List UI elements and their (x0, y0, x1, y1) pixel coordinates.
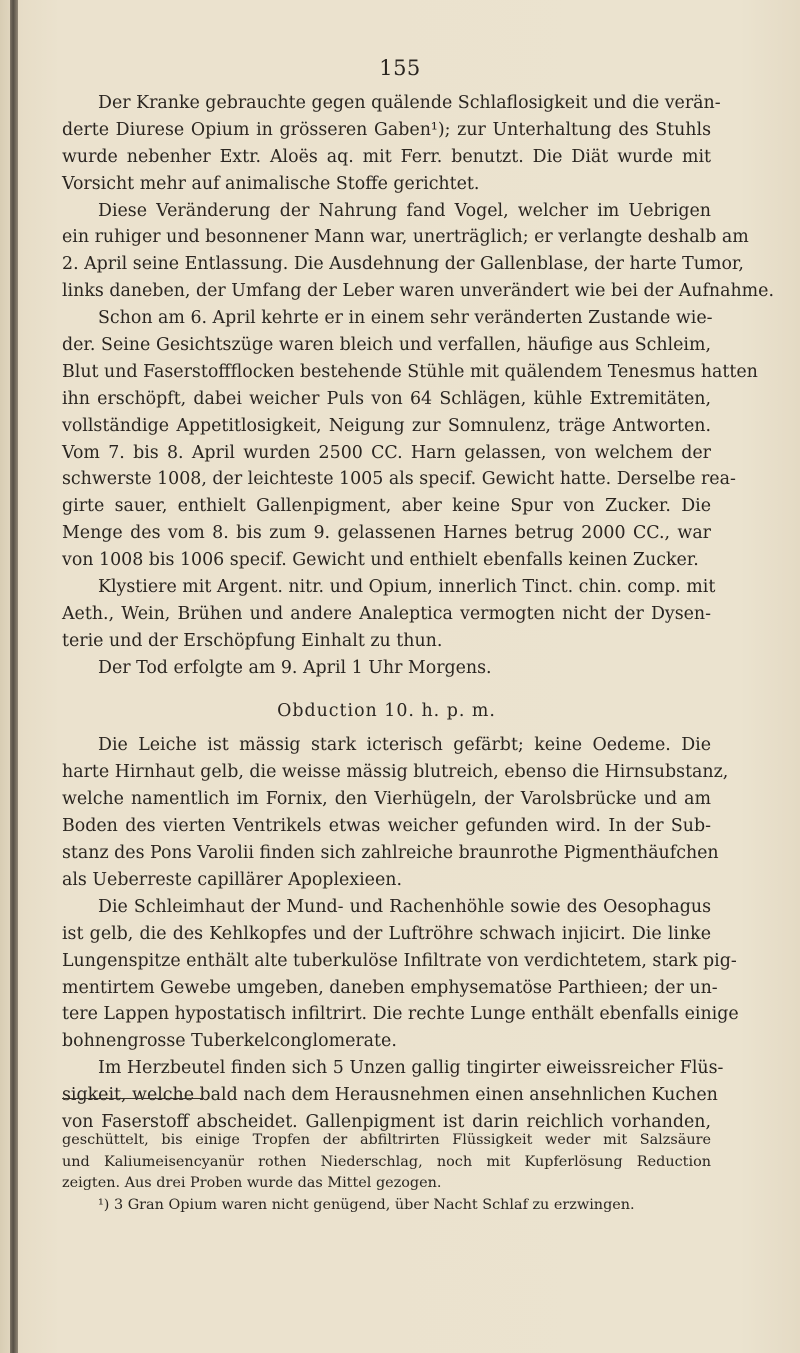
text-line: Vom 7. bis 8. April wurden 2500 CC. Harn gelassen, von welchem der (62, 442, 711, 463)
text-line: tere Lappen hypostatisch infiltrirt. Die rechte Lunge enthält ebenfalls einige (62, 1004, 739, 1025)
text-line: derte Diurese Opium in grösseren Gaben¹); zur Unterhaltung des Stuhls (62, 119, 711, 140)
text-line: der. Seine Gesichtszüge waren bleich und verfallen, häufige aus Schleim, (62, 335, 711, 356)
text-line: 2. April seine Entlassung. Die Ausdehnung der Gallenblase, der harte Tumor, (62, 254, 744, 275)
text-line: Klystiere mit Argent. nitr. und Opium, innerlich Tinct. chin. comp. mit (98, 577, 716, 598)
section-heading: Obduction 10. h. p. m. (277, 700, 496, 721)
text-line: Der Tod erfolgte am 9. April 1 Uhr Morgens. (98, 657, 492, 678)
text-line: Menge des vom 8. bis zum 9. gelassenen Harnes betrug 2000 CC., war (62, 523, 711, 544)
text-line: geschüttelt, bis einige Tropfen der abfiltrirten Flüssigkeit weder mit Salzsäure (62, 1132, 711, 1148)
text-line: Lungenspitze enthält alte tuberkulöse Infiltrate von verdichtetem, stark pig- (62, 950, 737, 971)
text-line: schwerste 1008, der leichteste 1005 als specif. Gewicht hatte. Derselbe rea- (62, 469, 736, 490)
text-line: Blut und Faserstoffflocken bestehende Stühle mit quälendem Tenesmus hatten (62, 361, 758, 382)
text-line: Der Kranke gebrauchte gegen quälende Schlaflosigkeit und die verän- (98, 93, 721, 113)
footnote-separator (62, 1098, 204, 1099)
text-line: Boden des vierten Ventrikels etwas weicher gefunden wird. In der Sub- (62, 816, 711, 837)
text-line: bohnengrosse Tuberkelconglomerate. (62, 1031, 397, 1052)
text-line: Die Schleimhaut der Mund- und Rachenhöhle sowie des Oesophagus (98, 896, 711, 917)
text-line: girte sauer, enthielt Gallenpigment, aber keine Spur von Zucker. Die (62, 496, 711, 517)
text-line: Die Leiche ist mässig stark icterisch gefärbt; keine Oedeme. Die (98, 735, 711, 756)
page-number: 155 (379, 56, 421, 80)
text-line: vollständige Appetitlosigkeit, Neigung zur Somnulenz, träge Antworten. (62, 415, 711, 436)
text-line: Diese Veränderung der Nahrung fand Vogel, welcher im Uebrigen (98, 200, 711, 221)
main-text (62, 90, 774, 1136)
text-line: Vorsicht mehr auf animalische Stoffe gerichtet. (62, 173, 480, 194)
text-line: mentirtem Gewebe umgeben, daneben emphysematöse Parthieen; der un- (62, 977, 718, 998)
text-line: Schon am 6. April kehrte er in einem sehr veränderten Zustande wie- (98, 308, 713, 329)
text-line: von 1008 bis 1006 specif. Gewicht und enthielt ebenfalls keinen Zucker. (62, 550, 699, 571)
footnotes (62, 1130, 711, 1216)
text-line: stanz des Pons Varolii finden sich zahlreiche braunrothe Pigmenthäufchen (62, 843, 719, 864)
text-line: Aeth., Wein, Brühen und andere Analeptica vermogten nicht der Dysen- (62, 603, 711, 624)
text-line: zeigten. Aus drei Proben wurde das Mittel gezogen. (62, 1175, 442, 1191)
text-line: als Ueberreste capillärer Apoplexieen. (62, 869, 402, 890)
book-spine-shadow (10, 0, 18, 1353)
text-line: ist gelb, die des Kehlkopfes und der Luftröhre schwach injicirt. Die linke (62, 923, 711, 944)
text-line: Im Herzbeutel finden sich 5 Unzen gallig tingirter eiweissreicher Flüs- (98, 1058, 724, 1079)
text-line: wurde nebenher Extr. Aloës aq. mit Ferr. benutzt. Die Diät wurde mit (62, 146, 711, 167)
text-line: und Kaliumeisencyanür rothen Niederschlag, noch mit Kupferlösung Reduction (62, 1153, 711, 1170)
text-line: harte Hirnhaut gelb, die weisse mässig blutreich, ebenso die Hirnsubstanz, (62, 762, 729, 783)
text-line: ihn erschöpft, dabei weicher Puls von 64 Schlägen, kühle Extremitäten, (62, 388, 711, 409)
paragraph-block-2 (62, 732, 739, 1135)
text-line: ein ruhiger und besonnener Mann war, unerträglich; er verlangte deshalb am (62, 227, 749, 248)
text-line: von Faserstoff abscheidet. Gallenpigment ist darin reichlich vorhanden, (62, 1111, 711, 1132)
text-line: sigkeit, welche bald nach dem Herausnehmen einen ansehnlichen Kuchen (62, 1085, 718, 1106)
text-line: ¹) 3 Gran Opium waren nicht genügend, über Nacht Schlaf zu erzwingen. (98, 1196, 635, 1213)
text-line: links daneben, der Umfang der Leber waren unverändert wie bei der Aufnahme. (62, 281, 774, 302)
paragraph-block-1 (62, 90, 774, 682)
text-line: welche namentlich im Fornix, den Vierhügeln, der Varolsbrücke und am (62, 789, 711, 810)
text-line: terie und der Erschöpfung Einhalt zu thun. (62, 630, 443, 651)
